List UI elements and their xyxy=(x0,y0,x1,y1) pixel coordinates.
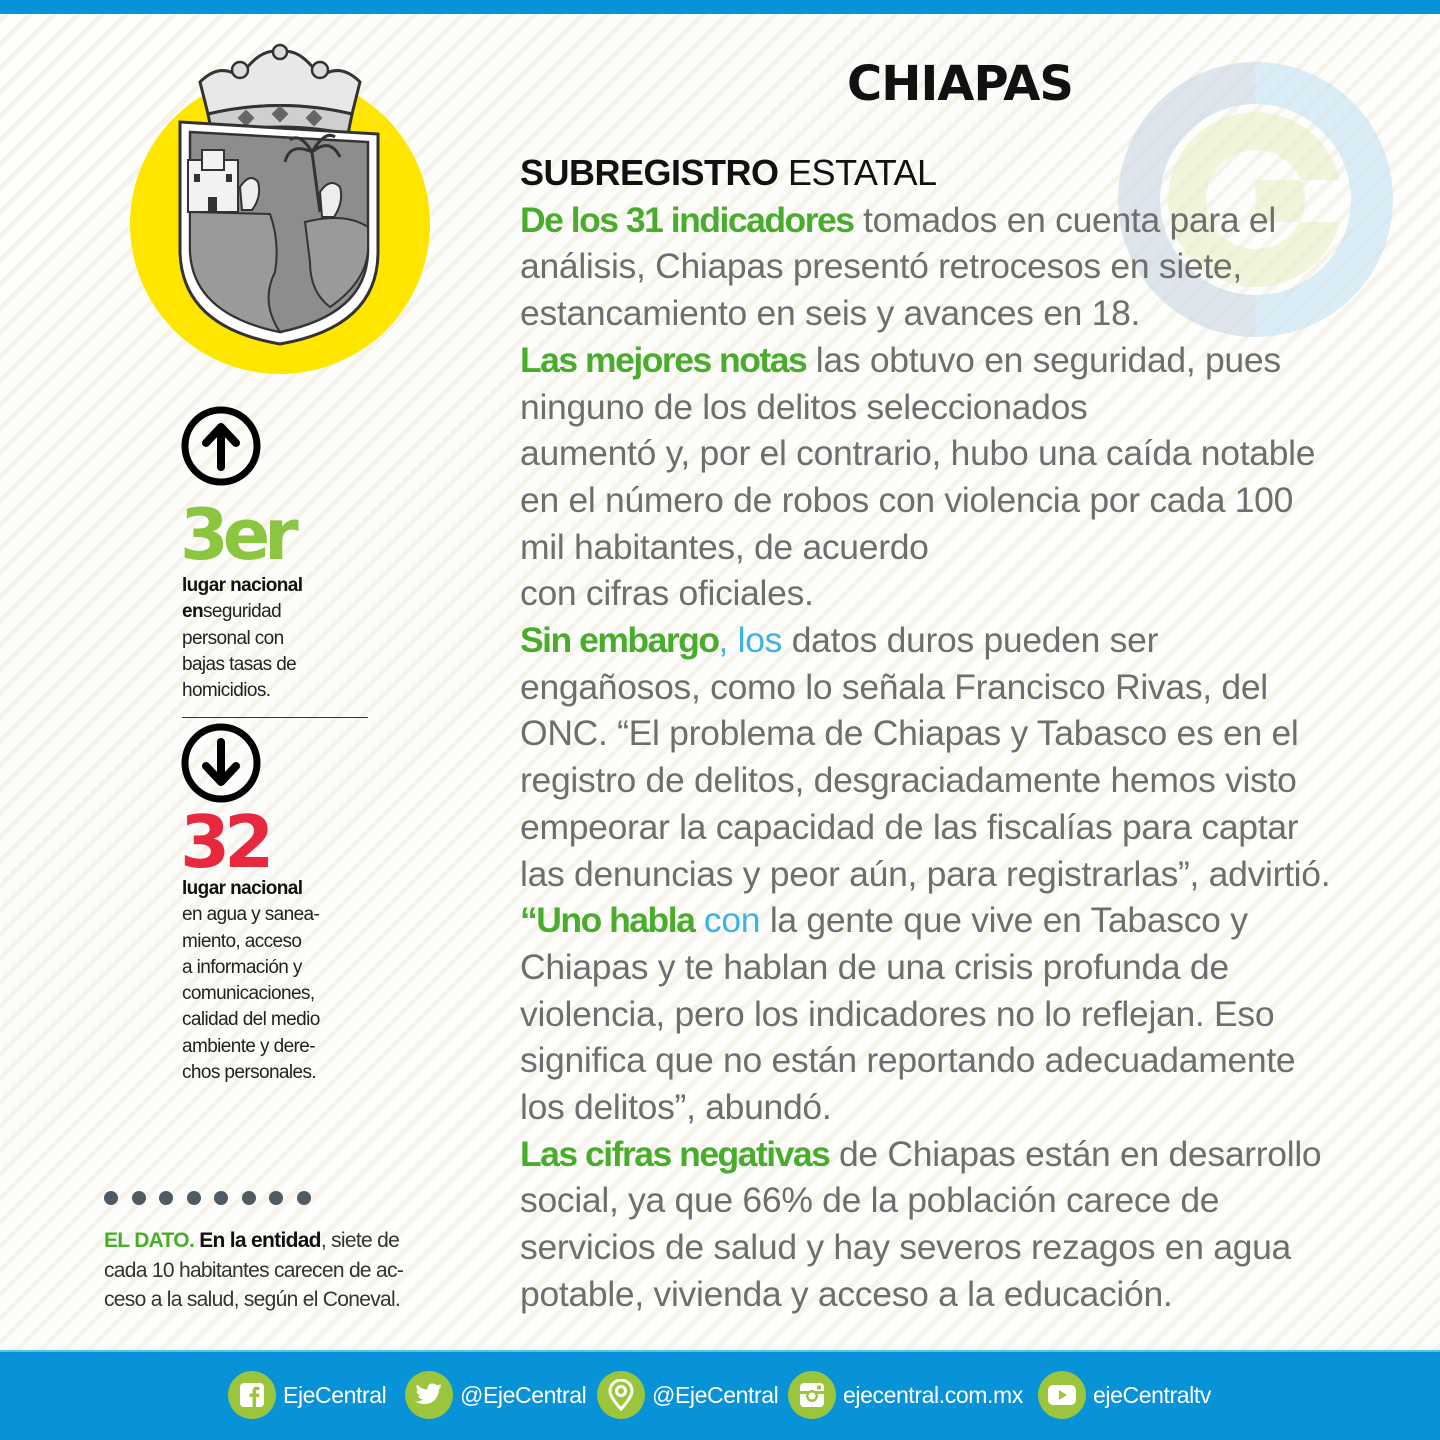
heading-light: ESTATAL xyxy=(788,152,937,193)
dot xyxy=(159,1191,173,1205)
body-text: de Chiapas están en desarrollo xyxy=(829,1133,1322,1174)
youtube-icon xyxy=(1038,1371,1086,1419)
body-text: datos duros pueden ser xyxy=(782,620,1159,661)
paragraph-5-line-1 xyxy=(520,1131,1400,1178)
body-line: engañosos, como lo señala Francisco Rivas, del xyxy=(520,666,1268,707)
paragraph-4-line-1 xyxy=(520,897,1400,944)
social-periscope[interactable] xyxy=(597,1370,778,1420)
lead-text: De los 31 indicadores xyxy=(520,199,854,240)
stat-line: en agua y sanea- xyxy=(182,904,320,926)
stat-label: lugar nacional xyxy=(182,575,303,596)
body-line: registro de delitos, desgraciadamente hemos visto xyxy=(520,760,1297,801)
crown-icon xyxy=(200,45,360,134)
body-line: social, ya que 66% de la población carece de xyxy=(520,1180,1220,1221)
stat-line: a información y xyxy=(182,956,302,978)
lead-text: “Uno habla xyxy=(520,900,695,941)
body-line: violencia, pero los indicadores no lo reflejan. Eso xyxy=(520,993,1275,1034)
chiapas-coat-of-arms xyxy=(130,42,430,352)
social-label: ejeCentraltv xyxy=(1093,1381,1211,1408)
dot xyxy=(297,1191,311,1205)
social-label: @EjeCentral xyxy=(652,1381,779,1408)
dot xyxy=(187,1191,201,1205)
body-line: significa que no están reportando adecuadamente xyxy=(520,1040,1296,1081)
periscope-icon xyxy=(597,1371,645,1419)
arrow-up-circle-icon xyxy=(180,405,262,487)
stat-divider xyxy=(182,717,368,718)
facebook-icon xyxy=(228,1371,276,1419)
body-line: en el número de robos con violencia por cada 100 xyxy=(520,479,1294,520)
stat-line: homicidios. xyxy=(182,680,271,702)
dato-line: cada 10 habitantes carecen de ac- xyxy=(104,1258,404,1282)
stat-label: lugar nacional xyxy=(182,878,303,899)
twitter-icon xyxy=(405,1371,453,1419)
article-body xyxy=(520,150,1400,1318)
social-instagram[interactable] xyxy=(788,1370,1023,1420)
stat-prefix: en xyxy=(182,601,203,623)
body-line: Chiapas y te hablan de una crisis profunda de xyxy=(520,946,1229,987)
social-youtube[interactable] xyxy=(1038,1370,1211,1420)
stat-line: chos personales. xyxy=(182,1062,317,1084)
el-dato-box xyxy=(104,1226,444,1315)
highlight-text: , los xyxy=(718,620,783,661)
instagram-icon xyxy=(788,1371,836,1419)
social-label: @EjeCentral xyxy=(460,1381,587,1408)
dot xyxy=(269,1191,283,1205)
body-line: estancamiento en seis y avances en 18. xyxy=(520,293,1141,334)
stat-line: miento, acceso xyxy=(182,930,302,952)
stat-line: calidad del medio xyxy=(182,1009,320,1031)
social-facebook[interactable] xyxy=(228,1370,386,1420)
section-heading xyxy=(520,150,1400,197)
paragraph-3-line-1 xyxy=(520,617,1400,664)
body-line: empeorar la capacidad de las fiscalías para captar xyxy=(520,806,1299,847)
dot xyxy=(214,1191,228,1205)
dot-separator xyxy=(104,1191,311,1205)
page-title: CHIAPAS xyxy=(847,56,1073,112)
lead-text: Las mejores notas xyxy=(520,339,807,380)
body-text: la gente que vive en Tabasco y xyxy=(760,900,1248,941)
body-line: servicios de salud y hay severos rezagos en agua xyxy=(520,1227,1291,1268)
heading-strong: SUBREGISTRO xyxy=(520,152,779,193)
dato-label: EL DATO. xyxy=(104,1229,195,1252)
dot xyxy=(242,1191,256,1205)
stat-line: bajas tasas de xyxy=(182,653,297,675)
stat-line: seguridad xyxy=(202,601,282,623)
stat-rank-down: 32 xyxy=(180,800,269,884)
body-line: mil habitantes, de acuerdo xyxy=(520,526,929,567)
body-line: análisis, Chiapas presentó retrocesos en siete, xyxy=(520,246,1242,287)
social-twitter[interactable] xyxy=(405,1370,586,1420)
stat-description-up xyxy=(182,573,302,704)
body-line: ninguno de los delitos seleccionados xyxy=(520,386,1088,427)
body-text: las obtuvo en seguridad, pues xyxy=(806,339,1281,380)
dato-line: ceso a la salud, según el Coneval. xyxy=(104,1288,401,1311)
stat-line: ambiente y dere- xyxy=(182,1035,315,1057)
top-brand-bar xyxy=(0,0,1440,14)
body-line: las denuncias y peor aún, para registrarlas”, advirtió. xyxy=(520,853,1331,894)
body-line: los delitos”, abundó. xyxy=(520,1087,832,1128)
dot xyxy=(104,1191,118,1205)
body-line: con cifras oficiales. xyxy=(520,573,814,614)
body-line: aumentó y, por el contrario, hubo una caída notable xyxy=(520,433,1316,474)
social-label: EjeCentral xyxy=(283,1381,387,1408)
highlight-text: con xyxy=(694,900,761,941)
social-label: ejecentral.com.mx xyxy=(843,1381,1023,1408)
stat-line: comunicaciones, xyxy=(182,983,315,1005)
paragraph-2-line-1 xyxy=(520,337,1400,384)
stat-rank-up: 3er xyxy=(180,494,293,576)
arrow-down-circle-icon xyxy=(180,722,262,804)
dato-bold: En la entidad xyxy=(194,1229,321,1252)
coat-of-arms-icon xyxy=(130,42,430,352)
stat-line: personal con xyxy=(182,627,284,649)
paragraph-1-line-1 xyxy=(520,197,1400,244)
lead-text: Las cifras negativas xyxy=(520,1133,830,1174)
body-line: potable, vivienda y acceso a la educación. xyxy=(520,1273,1173,1314)
dato-line: , siete de xyxy=(320,1229,400,1252)
lead-text: Sin embargo xyxy=(520,620,719,661)
dot xyxy=(132,1191,146,1205)
stat-description-down xyxy=(182,876,320,1086)
body-text: tomados en cuenta para el xyxy=(853,199,1276,240)
body-line: ONC. “El problema de Chiapas y Tabasco es en el xyxy=(520,713,1299,754)
